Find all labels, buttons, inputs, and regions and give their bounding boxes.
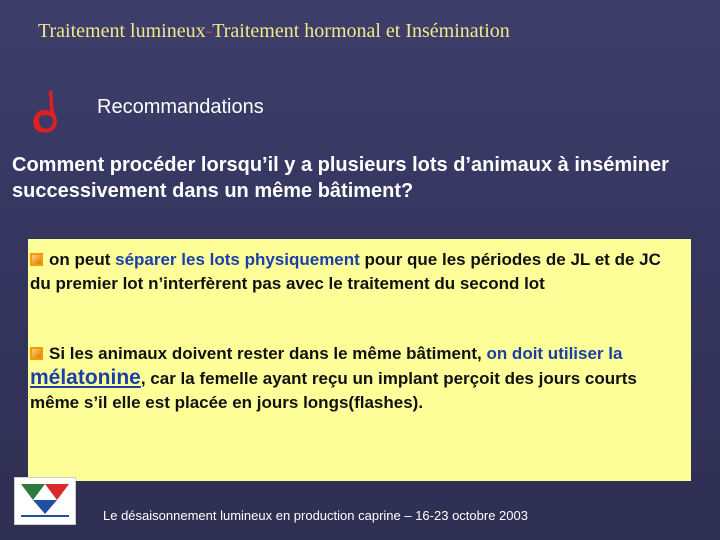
institut-elevage-logo: [14, 477, 76, 525]
recommendation-box: [28, 239, 691, 481]
checkbox-bullet-icon: [30, 347, 43, 360]
title-part2: Traitement hormonal et Insémination: [212, 20, 510, 42]
item2-prefix: Si les animaux doivent rester dans le même bâtiment,: [49, 344, 487, 363]
item2-rest: , car la femelle ayant reçu un implant perçoit des jours courts même s’il elle est placée en jours longs(flashes).: [30, 369, 637, 412]
melatonine-keyword: mélatonine: [30, 366, 141, 389]
item1-highlight: séparer les lots physiquement: [115, 250, 360, 269]
logo-graphic: [15, 478, 75, 524]
recommendation-item-1: [30, 248, 685, 296]
section-label: Recommandations: [97, 96, 264, 118]
item2-highlight: on doit utiliser la: [486, 344, 623, 363]
footer-text: Le désaisonnement lumineux en production caprine – 16-23 octobre 2003: [103, 508, 528, 523]
item1-rest: pour que les périodes de JL et de JC du premier lot n’interfèrent pas avec le traitement du second lot: [30, 250, 661, 293]
red-hand-pointer-icon: [30, 86, 62, 136]
item1-prefix: on peut: [49, 250, 116, 269]
slide-title: [38, 20, 718, 43]
recommendation-item-2: [30, 342, 685, 415]
title-separator: -: [205, 20, 213, 42]
checkbox-bullet-icon: [30, 253, 43, 266]
question-text: Comment procéder lorsqu’il y a plusieurs lots d’animaux à inséminer successivement dans un même bâtiment?: [12, 154, 669, 202]
title-part1: Traitement lumineux: [38, 20, 206, 42]
